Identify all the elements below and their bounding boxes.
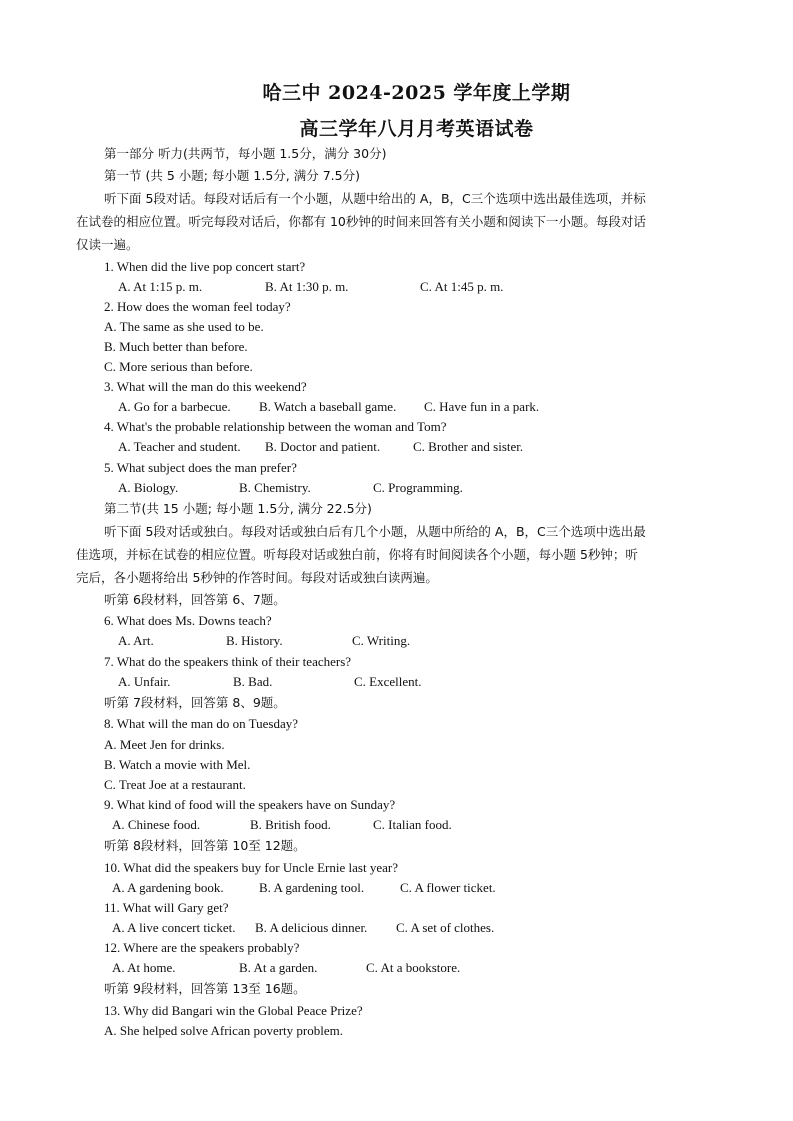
- option-c: C. Excellent.: [354, 674, 422, 689]
- option-b: B. Doctor and patient.: [265, 439, 381, 454]
- option-a: A. She helped solve African poverty problem.: [104, 1023, 343, 1038]
- instruction-line: 听下面 5段对话。每段对话后有一个小题，从题中给出的 A，B，C三个选项中选出最佳选项，并标: [104, 191, 646, 206]
- option-b: B. Chemistry.: [239, 480, 311, 495]
- part1-heading: 第一节 (共 5 小题; 每小题 1.5分, 满分 7.5分): [104, 168, 360, 183]
- option-a: A. The same as she used to be.: [104, 319, 264, 334]
- option-c: C. More serious than before.: [104, 359, 253, 374]
- question-stem: 8. What will the man do on Tuesday?: [104, 716, 299, 731]
- option-a: A. Art.: [118, 633, 154, 648]
- question-stem: 4. What's the probable relationship between the woman and Tom?: [104, 419, 447, 434]
- option-b: B. Much better than before.: [104, 339, 248, 354]
- exam-title-line1: 哈三中 2024-2025 学年度上学期: [262, 82, 571, 104]
- option-c: C. A flower ticket.: [400, 880, 496, 895]
- question-stem: 7. What do the speakers think of their teachers?: [104, 654, 352, 669]
- material-heading: 听第 9段材料，回答第 13至 16题。: [104, 981, 306, 996]
- option-a: A. Chinese food.: [112, 817, 201, 832]
- option-a: A. A live concert ticket.: [112, 920, 236, 935]
- material-heading: 听第 8段材料，回答第 10至 12题。: [104, 838, 306, 853]
- question-stem: 12. Where are the speakers probably?: [104, 940, 300, 955]
- option-a: A. At 1:15 p. m.: [118, 279, 203, 294]
- material-heading: 听第 6段材料，回答第 6、7题。: [104, 592, 286, 607]
- option-a: A. A gardening book.: [112, 880, 224, 895]
- section-heading: 第一部分 听力(共两节，每小题 1.5分，满分 30分): [104, 146, 387, 161]
- question-stem: 9. What kind of food will the speakers have on Sunday?: [104, 797, 396, 812]
- option-a: A. Go for a barbecue.: [118, 399, 231, 414]
- instruction-line: 仅读一遍。: [76, 237, 139, 252]
- option-c: C. Programming.: [373, 480, 463, 495]
- question-stem: 10. What did the speakers buy for Uncle Ernie last year?: [104, 860, 398, 875]
- option-a: A. At home.: [112, 960, 176, 975]
- option-b: B. British food.: [250, 817, 331, 832]
- option-a: A. Unfair.: [118, 674, 171, 689]
- option-c: C. Treat Joe at a restaurant.: [104, 777, 246, 792]
- option-b: B. Watch a baseball game.: [259, 399, 397, 414]
- question-stem: 5. What subject does the man prefer?: [104, 460, 297, 475]
- option-c: C. Italian food.: [373, 817, 452, 832]
- option-a: A. Teacher and student.: [118, 439, 241, 454]
- instruction-line: 在试卷的相应位置。听完每段对话后，你都有 10秒钟的时间来回答有关小题和阅读下一小题。每段对话: [76, 214, 646, 229]
- option-c: C. At a bookstore.: [366, 960, 461, 975]
- option-b: B. At 1:30 p. m.: [265, 279, 349, 294]
- option-b: B. A gardening tool.: [259, 880, 365, 895]
- question-stem: 1. When did the live pop concert start?: [104, 259, 306, 274]
- option-b: B. Watch a movie with Mel.: [104, 757, 251, 772]
- option-b: B. Bad.: [233, 674, 273, 689]
- option-c: C. A set of clothes.: [396, 920, 495, 935]
- option-b: B. At a garden.: [239, 960, 318, 975]
- option-a: A. Biology.: [118, 480, 179, 495]
- instruction-line: 听下面 5段对话或独白。每段对话或独白后有几个小题，从题中所给的 A，B，C三个选项中选出最: [104, 524, 646, 539]
- option-c: C. Have fun in a park.: [424, 399, 540, 414]
- question-stem: 6. What does Ms. Downs teach?: [104, 613, 272, 628]
- option-c: C. Brother and sister.: [413, 439, 524, 454]
- material-heading: 听第 7段材料，回答第 8、9题。: [104, 695, 286, 710]
- question-stem: 3. What will the man do this weekend?: [104, 379, 307, 394]
- part2-heading: 第二节(共 15 小题; 每小题 1.5分, 满分 22.5分): [104, 501, 372, 516]
- instruction-line: 佳选项，并标在试卷的相应位置。听每段对话或独白前，你将有时间阅读各个小题，每小题 5秒钟；听: [76, 547, 638, 562]
- option-b: B. A delicious dinner.: [255, 920, 368, 935]
- instruction-line: 完后，各小题将给出 5秒钟的作答时间。每段对话或独白读两遍。: [76, 570, 438, 585]
- option-c: C. At 1:45 p. m.: [420, 279, 504, 294]
- option-b: B. History.: [226, 633, 283, 648]
- exam-title-line2: 高三学年八月月考英语试卷: [299, 118, 534, 140]
- question-stem: 13. Why did Bangari win the Global Peace Prize?: [104, 1003, 363, 1018]
- question-stem: 11. What will Gary get?: [104, 900, 229, 915]
- option-a: A. Meet Jen for drinks.: [104, 737, 225, 752]
- option-c: C. Writing.: [352, 633, 411, 648]
- question-stem: 2. How does the woman feel today?: [104, 299, 291, 314]
